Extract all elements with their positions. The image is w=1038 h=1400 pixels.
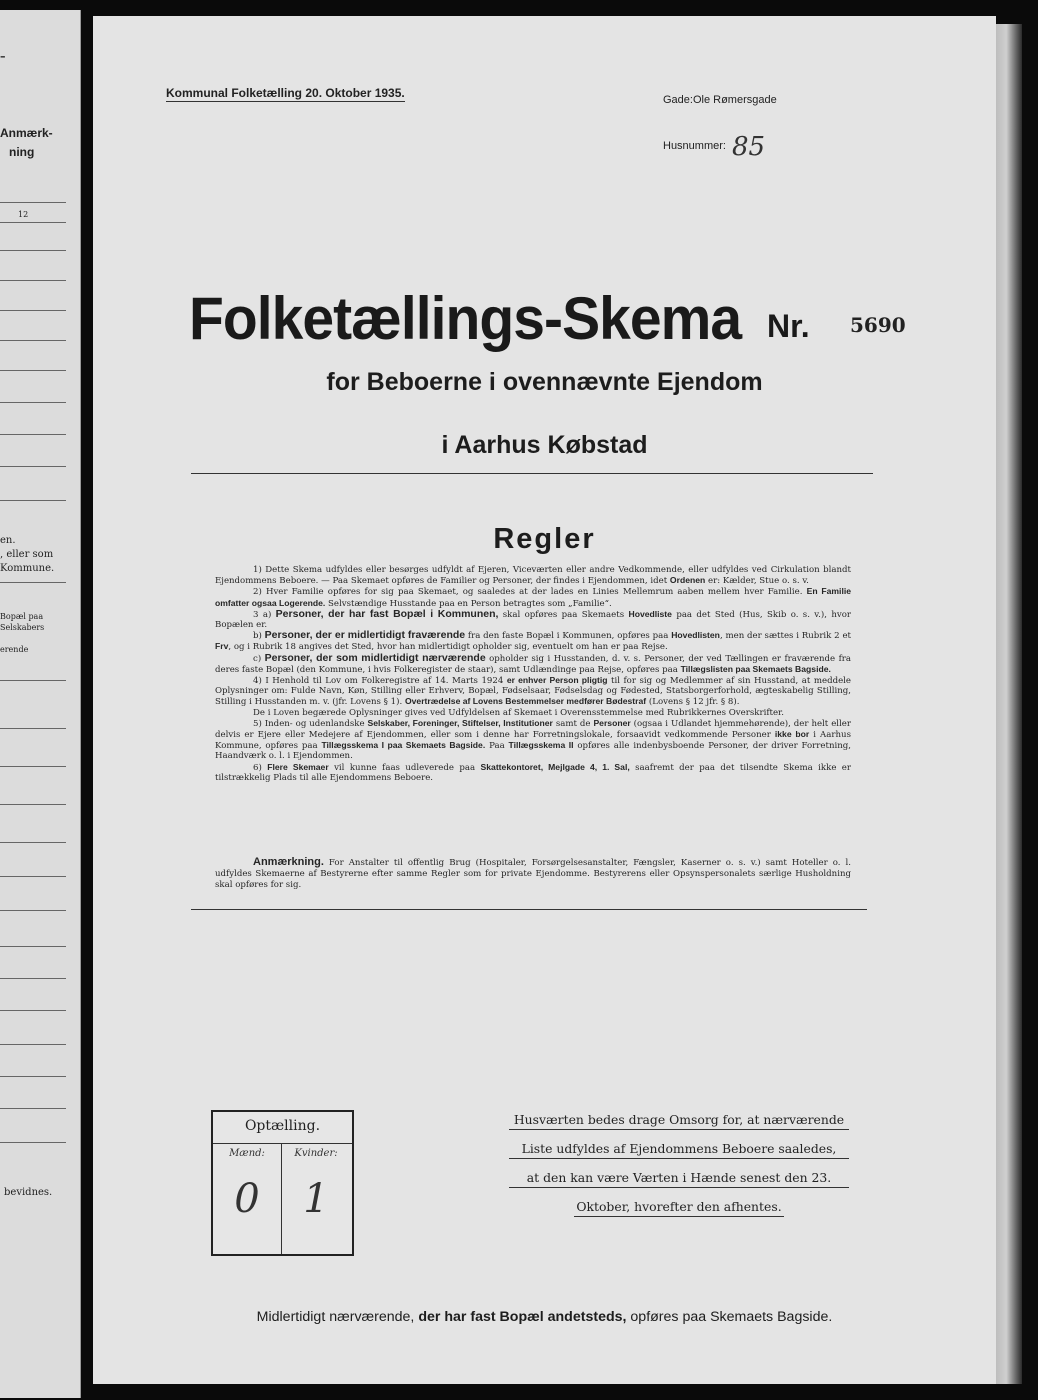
left-page-rule: [0, 728, 66, 729]
left-page-rule: [0, 222, 66, 223]
rule-5: 5) Inden- og udenlandske Selskaber, Foreninger, Stiftelser, Institutioner samt de Personer (ogsaa i Udlandet hjemmehørende), der helt eller delvis er Ejere eller Medejere af Ejendommen, eller som i denne har Forretningslokale, forsaavidt vedkommende Personer ikke bor i Aarhus Kommune, opføres paa Tillægsskema I paa Skemaets Bagside. Paa Tillægsskema II opføres alle indenbysboende Personer, der driver Forretning, Haandværk o. l. i Ejendommen.: [215, 717, 851, 762]
left-page-text: Kommune.: [0, 563, 55, 574]
street-field: [663, 94, 777, 106]
rule-3a: 3 a) Personer, der har fast Bopæl i Kommunen, skal opføres paa Skemaets Hovedliste paa det Sted (Hus, Skib o. s. v.), hvor Bopælen er.: [215, 607, 851, 631]
left-page-text: , eller som: [0, 549, 54, 560]
rule-6: 6) Flere Skemaer vil kunne faas udleverede paa Skattekontoret, Mejlgade 4, 1. Sal, saafremt der paa det tilsendte Skema ikke er tilstrækkelig Plads til alle Ejendommens Beboere.: [215, 761, 852, 783]
left-page-text: erende: [0, 645, 29, 654]
left-page-text: Bopæl paa: [0, 612, 44, 621]
left-page-rule: [0, 402, 66, 403]
rule-4: 4) I Henhold til Lov om Folkeregistre af 14. Marts 1924 er enhver Person pligtig til for sig og Medlemmer af sin Husstand, at meddele Oplysninger om: Fulde Navn, Køn, Stilling eller Erhverv, Bopæl, Fødselsaar, Fødselsdag og Fødested, Statsborgerforhold, ægteskabelig Stilling, Stilling i Husstanden m. v. (jfr. Lovens § 1). Overtrædelse af Lovens Bestemmelser medfører Bødestraf (Lovens § 12 jfr. § 8).: [215, 675, 851, 708]
men-label: Mænd:: [229, 1148, 265, 1159]
divider: [191, 909, 867, 910]
footer-note: Midlertidigt nærværende, der har fast Bopæl andetsteds, opføres paa Skemaets Bagside.: [256, 1309, 833, 1325]
landlord-notice: [509, 1112, 849, 1228]
rule-4-cont: De i Loven begærede Oplysninger gives ved Udfyldelsen af Skemaet i Overensstemmelse med Rubrikkernes Overskrifter.: [253, 707, 784, 718]
count-title: Optælling.: [244, 1118, 321, 1134]
left-page-rule: [0, 370, 66, 371]
form-number: 5690: [850, 313, 906, 337]
street-value: Ole Rømersgade: [692, 94, 777, 106]
left-page-rule: [0, 1044, 66, 1045]
left-page-rule: [0, 1142, 66, 1143]
left-page-header-2: ning: [9, 145, 35, 159]
left-page-rule: [0, 910, 66, 911]
house-number-value: 85: [731, 132, 766, 162]
left-page-text: en.: [0, 535, 16, 546]
form-subtitle-2: i Aarhus Købstad: [441, 431, 648, 459]
page-stack-edge: [996, 24, 1022, 1384]
count-divider: [213, 1143, 352, 1144]
left-page-rule: [0, 804, 66, 805]
left-page-rule: [0, 1108, 66, 1109]
left-page-rule: [0, 946, 66, 947]
notice-line: at den kan være Værten i Hænde senest den 23.: [509, 1170, 849, 1188]
notice-line: Husværten bedes drage Omsorg for, at nærværende: [509, 1112, 849, 1130]
rule-1: 1) Dette Skema udfyldes eller besørges udfyldt af Ejeren, Viceværten eller andre Vedkommende, eller udfyldes ved Cirkulation blandt Ejendommens Beboere. — Paa Skemaet opføres de Familier og Personer, der findes i Ejendommen, idet Ordenen er: Kælder, Stue o. s. v.: [215, 565, 851, 587]
rule-2: 2) Hver Familie opføres for sig paa Skemaet, og saaledes at der lades en Linies Mellemrum aaben mellem hver Familie. En Familie omfatter ogsaa Logerende. Selvstændige Husstande paa en Person betragtes som „Familie“.: [215, 586, 851, 609]
left-page-text: bevidnes.: [4, 1187, 53, 1198]
census-header: Kommunal Folketælling 20. Oktober 1935.: [166, 86, 405, 100]
house-number-label: Husnummer:: [663, 140, 726, 152]
left-page-rule: [0, 680, 66, 681]
left-page-rule: [0, 202, 66, 203]
women-count: 1: [303, 1176, 329, 1222]
street-label: Gade:: [663, 94, 693, 106]
left-page-rule: [0, 1076, 66, 1077]
census-form-page: [93, 16, 996, 1384]
form-subtitle-1: for Beboerne i ovennævnte Ejendom: [326, 368, 763, 396]
left-page-rule: [0, 842, 66, 843]
left-page-rule: [0, 876, 66, 877]
left-page-col-number: 12: [18, 210, 29, 219]
men-count: 0: [234, 1176, 260, 1222]
remark-label: Anmærkning.: [253, 856, 324, 868]
left-page-rule: [0, 1010, 66, 1011]
left-page-header-1: Anmærk-: [0, 126, 53, 140]
left-page-rule: [0, 766, 66, 767]
left-page-rule: [0, 250, 66, 251]
left-page-text: Selskabers: [0, 623, 45, 632]
count-box: [211, 1110, 354, 1256]
rule-3c: c) Personer, der som midlertidigt nærværende opholder sig i Husstanden, d. v. s. Personer, der ved Tællingen er fraværende fra deres faste Bopæl (den Kommune, i hvis Folkeregister de staar), samt Udlændinge paa Rejse, opføres paa Tillægslisten paa Skemaets Bagside.: [215, 651, 851, 675]
left-page-rule: [0, 582, 66, 583]
left-page-dash: –: [0, 50, 6, 63]
remark: [215, 857, 851, 890]
left-page-rule: [0, 978, 66, 979]
rules-text: [215, 565, 851, 783]
left-page-rule: [0, 500, 66, 501]
left-page-strip: [0, 10, 81, 1398]
notice-line: Liste udfyldes af Ejendommens Beboere saaledes,: [509, 1141, 849, 1159]
left-page-rule: [0, 434, 66, 435]
rule-3b: b) Personer, der er midlertidigt fraværende fra den faste Bopæl i Kommunen, opføres paa Hovedlisten, men der sættes i Rubrik 2 et Frv, og i Rubrik 18 angives det Sted, hvor han midlertidigt opholder sig, eventuelt om han er paa Rejse.: [215, 629, 851, 653]
notice-line: Oktober, hvorefter den afhentes.: [574, 1199, 784, 1217]
rules-heading: Regler: [493, 523, 596, 555]
remark-text: For Anstalter til offentlig Brug (Hospitaler, Forsørgelsesanstalter, Fængsler, Kaserner o. s. v.) samt Hoteller o. l. udfyldes Skemaerne af Bestyrerne efter samme Regler som for private Ejendomme. Bestyrerens eller Opsynspersonalets særlige Husholdning skal opføres for sig.: [215, 858, 851, 890]
house-number-field: [663, 132, 765, 162]
divider: [191, 473, 873, 474]
form-title: Folketællings-Skema: [189, 285, 742, 352]
left-page-rule: [0, 466, 66, 467]
women-label: Kvinder:: [294, 1148, 338, 1159]
form-nr-label: Nr.: [767, 308, 810, 344]
left-page-rule: [0, 310, 66, 311]
left-page-rule: [0, 340, 66, 341]
left-page-rule: [0, 280, 66, 281]
